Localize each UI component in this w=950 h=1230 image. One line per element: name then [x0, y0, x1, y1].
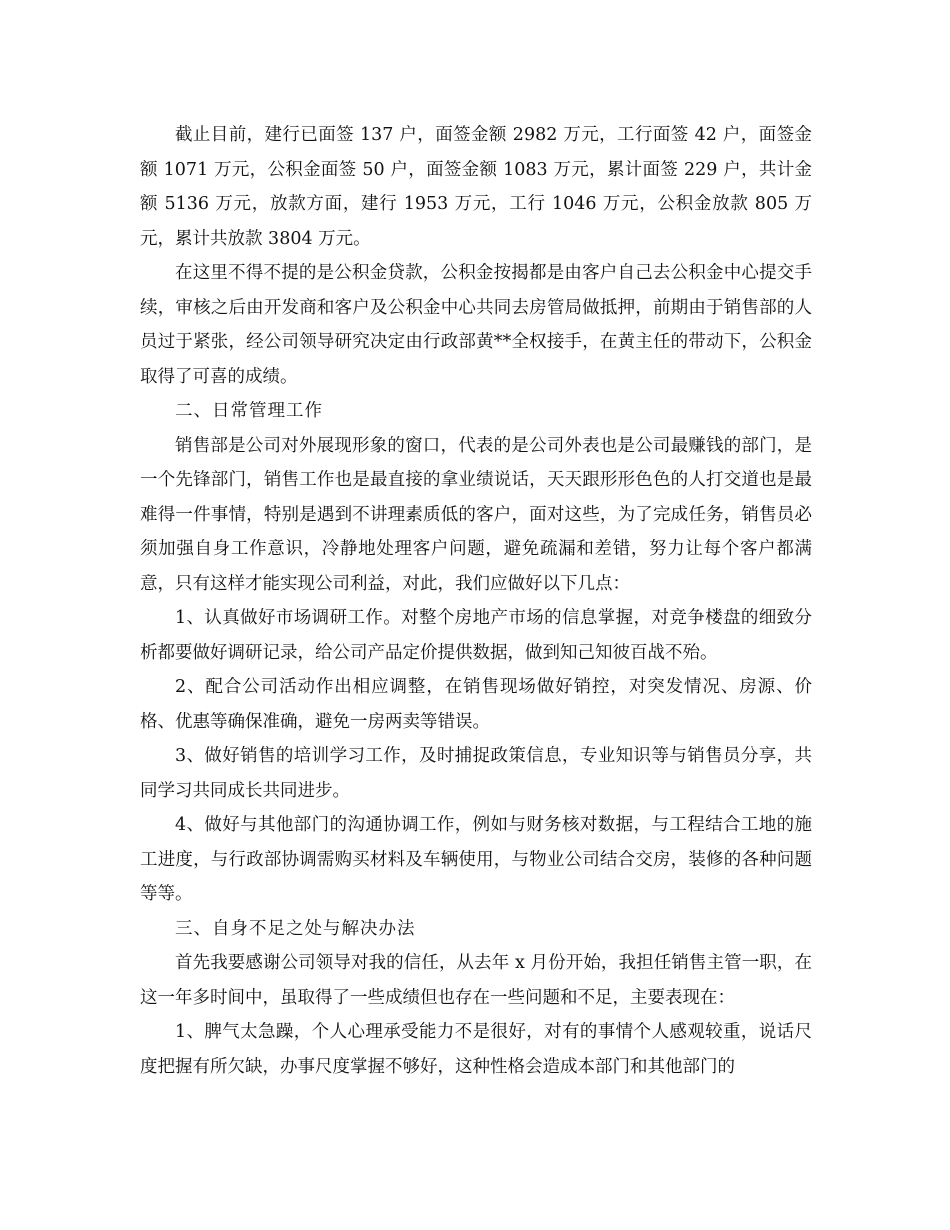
- paragraph-signing-statistics: 截止目前，建行已面签 137 户，面签金额 2982 万元，工行面签 42 户，面签金额 1071 万元，公积金面签 50 户，面签金额 1083 万元，累计面签 229 户，共计金额 5136 万元，放款方面，建行 1953 万元，工行 1046 万元，公积金放款 805 万元，累计共放款 3804 万元。: [140, 125, 812, 249]
- section-heading-daily-management: 二、日常管理工作: [175, 401, 323, 421]
- list-item-training: 3、做好销售的培训学习工作，及时捕捉政策信息，专业知识等与销售员分享，共同学习共同成长共同进步。: [140, 746, 812, 801]
- section-heading-shortcomings: 三、自身不足之处与解决办法: [175, 918, 416, 939]
- paragraph-gratitude: 首先我要感谢公司领导对我的信任，从去年 x 月份开始，我担任销售主管一职，在这一年多时间中，虽取得了一些成绩但也存在一些问题和不足，主要表现在：: [140, 953, 812, 1008]
- list-item-sales-control: 2、配合公司活动作出相应调整，在销售现场做好销控，对突发情况、房源、价格、优惠等确保准确，避免一房两卖等错误。: [140, 677, 812, 732]
- paragraph-sales-department: 销售部是公司对外展现形象的窗口，代表的是公司外表也是公司最赚钱的部门，是一个先锋部门，销售工作也是最直接的拿业绩说话，天天跟形形色色的人打交道也是最难得一件事情，特别是遇到不讲理素质低的客户，面对这些，为了完成任务，销售员必须加强自身工作意识，冷静地处理客户问题，避免疏漏和差错，努力让每个客户都满意，只有这样才能实现公司利益，对此，我们应做好以下几点：: [140, 435, 812, 594]
- list-item-temperament: 1、脾气太急躁，个人心理承受能力不是很好，对有的事情个人感观较重，说话尺度把握有所欠缺，办事尺度掌握不够好，这种性格会造成本部门和其他部门的: [140, 1022, 812, 1077]
- paragraph-provident-fund: 在这里不得不提的是公积金贷款，公积金按揭都是由客户自己去公积金中心提交手续，审核之后由开发商和客户及公积金中心共同去房管局做抵押，前期由于销售部的人员过于紧张，经公司领导研究决定由行政部黄**全权接手，在黄主任的带动下，公积金取得了可喜的成绩。: [140, 263, 812, 387]
- list-item-market-research: 1、认真做好市场调研工作。对整个房地产市场的信息掌握，对竞争楼盘的细致分析都要做好调研记录，给公司产品定价提供数据，做到知己知彼百战不殆。: [140, 608, 812, 663]
- list-item-coordination: 4、做好与其他部门的沟通协调工作，例如与财务核对数据，与工程结合工地的施工进度，与行政部协调需购买材料及车辆使用，与物业公司结合交房，装修的各种问题等等。: [140, 815, 812, 904]
